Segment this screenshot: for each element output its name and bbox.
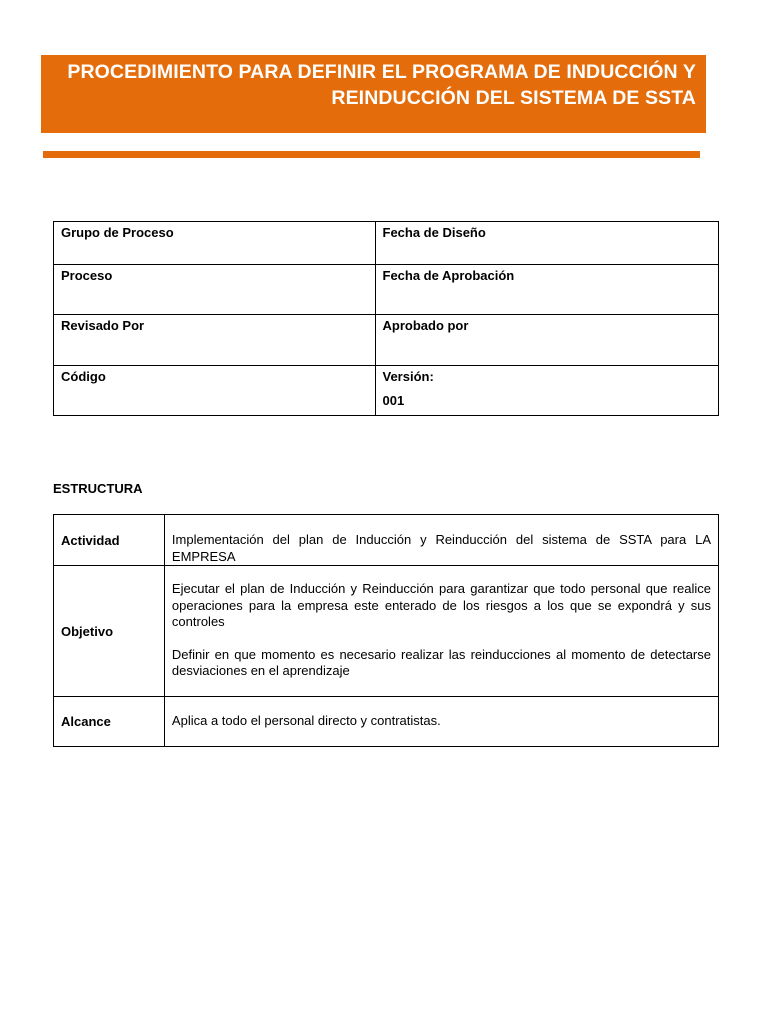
- info-cell-revisado-por: Revisado Por: [54, 315, 376, 366]
- info-row-grupo: [54, 222, 719, 265]
- alcance-text: Aplica a todo el personal directo y contratistas.: [164, 697, 718, 747]
- info-cell-grupo-de-proceso: Grupo de Proceso: [54, 222, 376, 265]
- objetivo-text: Ejecutar el plan de Inducción y Reinducción para garantizar que todo personal que realice operaciones para la empresa este enterado de los riesgos a los que se expondrá y sus controles Definir en que momento es necesario realizar las reinducciones al momento de detectarse desviaciones en el aprendizaje: [164, 566, 718, 697]
- document-title: [51, 59, 696, 111]
- structure-row-objetivo: [54, 566, 719, 697]
- document-info-table: [53, 221, 719, 416]
- document-title-line-2: REINDUCCIÓN DEL SISTEMA DE SSTA: [331, 87, 696, 109]
- version-label: Versión:: [382, 369, 434, 384]
- structure-row-alcance: [54, 697, 719, 747]
- orange-divider: [43, 151, 700, 158]
- alcance-label: Alcance: [54, 697, 165, 747]
- actividad-label: Actividad: [54, 515, 165, 566]
- info-cell-proceso: Proceso: [54, 265, 376, 315]
- info-row-revisado: [54, 315, 719, 366]
- structure-row-actividad: [54, 515, 719, 566]
- info-cell-fecha-de-diseno: Fecha de Diseño: [375, 222, 719, 265]
- actividad-text: Implementación del plan de Inducción y Reinducción del sistema de SSTA para LA EMPRESA: [164, 515, 718, 566]
- info-cell-aprobado-por: Aprobado por: [375, 315, 719, 366]
- objetivo-label: Objetivo: [54, 566, 165, 697]
- info-cell-version: [375, 366, 719, 416]
- estructura-heading: ESTRUCTURA: [53, 481, 143, 496]
- info-cell-codigo: Código: [54, 366, 376, 416]
- structure-table: [53, 514, 719, 747]
- title-banner: [41, 55, 706, 133]
- version-value: 001: [382, 393, 405, 408]
- info-cell-fecha-de-aprobacion: Fecha de Aprobación: [375, 265, 719, 315]
- info-row-proceso: [54, 265, 719, 315]
- info-row-codigo: [54, 366, 719, 416]
- document-title-line-1: PROCEDIMIENTO PARA DEFINIR EL PROGRAMA DE INDUCCIÓN Y: [67, 61, 696, 83]
